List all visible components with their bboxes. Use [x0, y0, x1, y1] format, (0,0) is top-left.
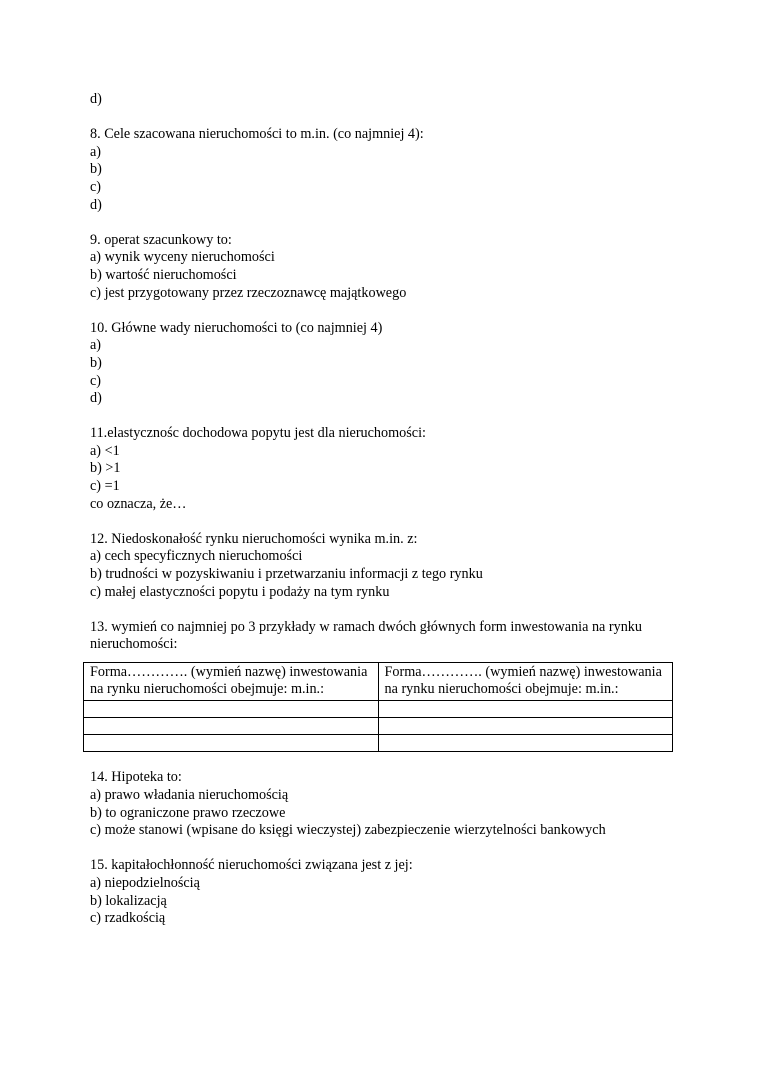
question-title: 11.elastycznośc dochodowa popytu jest dla nieruchomości: [90, 425, 426, 442]
answer-line: d) [90, 390, 102, 407]
question-15 [90, 857, 690, 927]
investment-forms-table [83, 662, 673, 752]
answer-line: d) [90, 91, 102, 107]
answer-line: a) prawo władania nieruchomością [90, 787, 289, 803]
table-header-row [84, 663, 673, 701]
answer-line: b) wartość nieruchomości [90, 266, 237, 283]
question-title: 12. Niedoskonałość rynku nieruchomości wynika m.in. z: [90, 530, 418, 547]
answer-line: c) [90, 372, 102, 389]
table-cell[interactable] [84, 700, 379, 717]
answer-line: co oznacza, że… [90, 495, 187, 512]
answer-line: c) =1 [90, 478, 120, 495]
question-14 [90, 769, 690, 839]
question-10 [90, 320, 690, 408]
answer-line: a) [90, 337, 102, 354]
table-header-cell: Forma…………. (wymień nazwę) inwestowania na rynku nieruchomości obejmuje: m.in.: [84, 663, 379, 701]
table-cell[interactable] [84, 717, 379, 734]
question-12 [90, 531, 690, 601]
answer-line: a) [90, 143, 102, 160]
answer-line: c) małej elastyczności popytu i podaży na tym rynku [90, 583, 390, 600]
answer-line: b) [90, 161, 102, 178]
question-13 [90, 619, 690, 752]
answer-line: b) >1 [90, 460, 121, 477]
table-row [84, 700, 673, 717]
answer-line: d) [90, 196, 102, 213]
table-row [84, 734, 673, 751]
table-cell[interactable] [378, 700, 673, 717]
answer-line: b) to ograniczone prawo rzeczowe [90, 804, 286, 821]
question-9 [90, 232, 690, 302]
question-title: 13. wymień co najmniej po 3 przykłady w ramach dwóch głównych form inwestowania na rynku nieruchomości: [90, 618, 642, 653]
question-title: 8. Cele szacowana nieruchomości to m.in. (co najmniej 4): [90, 126, 424, 143]
answer-line: b) [90, 354, 102, 371]
question-title: 15. kapitałochłonność nieruchomości związana jest z jej: [90, 857, 413, 874]
table-header-cell: Forma…………. (wymień nazwę) inwestowania na rynku nieruchomości obejmuje: m.in.: [378, 663, 673, 701]
answer-line: c) rzadkością [90, 910, 166, 927]
answer-line: a) cech specyficznych nieruchomości [90, 548, 303, 565]
table-cell[interactable] [84, 734, 379, 751]
answer-line: a) <1 [90, 442, 120, 459]
answer-line: b) lokalizacją [90, 892, 167, 909]
answer-line: a) wynik wyceny nieruchomości [90, 249, 275, 266]
question-title: 14. Hipoteka to: [90, 769, 182, 786]
document-content [90, 91, 690, 928]
question-7-tail [90, 91, 690, 109]
table-row [84, 717, 673, 734]
answer-line: c) [90, 178, 102, 195]
answer-line: b) trudności w pozyskiwaniu i przetwarzaniu informacji z tego rynku [90, 566, 483, 583]
answer-line: c) może stanowi (wpisane do księgi wieczystej) zabezpieczenie wierzytelności bankowych [90, 822, 606, 839]
answer-line: c) jest przygotowany przez rzeczoznawcę majątkowego [90, 284, 407, 301]
question-title: 10. Główne wady nieruchomości to (co najmniej 4) [90, 319, 383, 336]
question-title: 9. operat szacunkowy to: [90, 231, 232, 248]
answer-line: a) niepodzielnością [90, 874, 200, 891]
question-11 [90, 425, 690, 513]
table-cell[interactable] [378, 717, 673, 734]
question-8 [90, 126, 690, 214]
table-cell[interactable] [378, 734, 673, 751]
